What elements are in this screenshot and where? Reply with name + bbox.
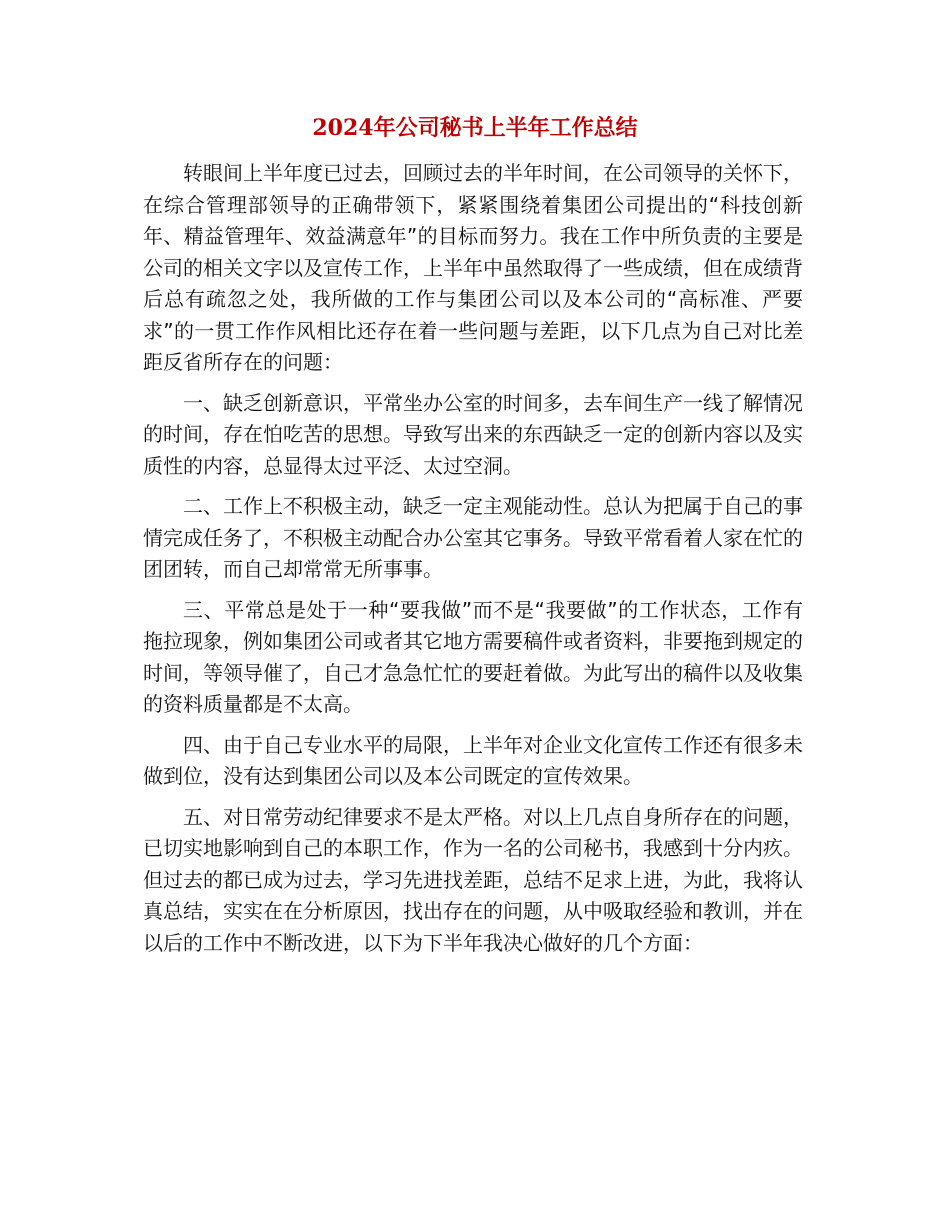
document-title: 2024年公司秘书上半年工作总结 (312, 115, 638, 141)
paragraph-point-2: 二、工作上不积极主动，缺乏一定主观能动性。总认为把属于自己的事情完成任务了，不积极主动配合办公室其它事务。导致平常看着人家在忙的团团转，而自己却常常无所事事。 (143, 494, 803, 581)
paragraph-point-1: 一、缺乏创新意识，平常坐办公室的时间多，去车间生产一线了解情况的时间，存在怕吃苦的思想。导致写出来的东西缺乏一定的创新内容以及实质性的内容，总显得太过平泛、太过空洞。 (143, 390, 803, 478)
paragraph-point-5: 五、对日常劳动纪律要求不是太严格。对以上几点自身所存在的问题，已切实地影响到自己的本职工作，作为一名的公司秘书，我感到十分内疚。但过去的都已成为过去，学习先进找差距，总结不足求上进，为此，我将认真总结，实实在在分析原因，找出存在的问题，从中吸取经验和教训，并在以后的工作中不断改进，以下为下半年我决心做好的几个方面： (143, 804, 803, 955)
document-body (143, 158, 803, 959)
paragraph-point-4: 四、由于自己专业水平的局限，上半年对企业文化宣传工作还有很多未做到位，没有达到集团公司以及本公司既定的宣传效果。 (143, 732, 803, 788)
paragraph-intro: 转眼间上半年度已过去，回顾过去的半年时间，在公司领导的关怀下，在综合管理部领导的正确带领下，紧紧围绕着集团公司提出的“科技创新年、精益管理年、效益满意年”的目标而努力。我在工作中所负责的主要是公司的相关文字以及宣传工作，上半年中虽然取得了一些成绩，但在成绩背后总有疏忽之处，我所做的工作与集团公司以及本公司的“高标准、严要求”的一贯工作作风相比还存在着一些问题与差距，以下几点为自己对比差距反省所存在的问题： (143, 161, 803, 374)
paragraph-point-3: 三、平常总是处于一种“要我做”而不是“我要做”的工作状态，工作有拖拉现象，例如集团公司或者其它地方需要稿件或者资料，非要拖到规定的时间，等领导催了，自己才急急忙忙的要赶着做。为此写出的稿件以及收集的资料质量都是不太高。 (143, 597, 803, 716)
